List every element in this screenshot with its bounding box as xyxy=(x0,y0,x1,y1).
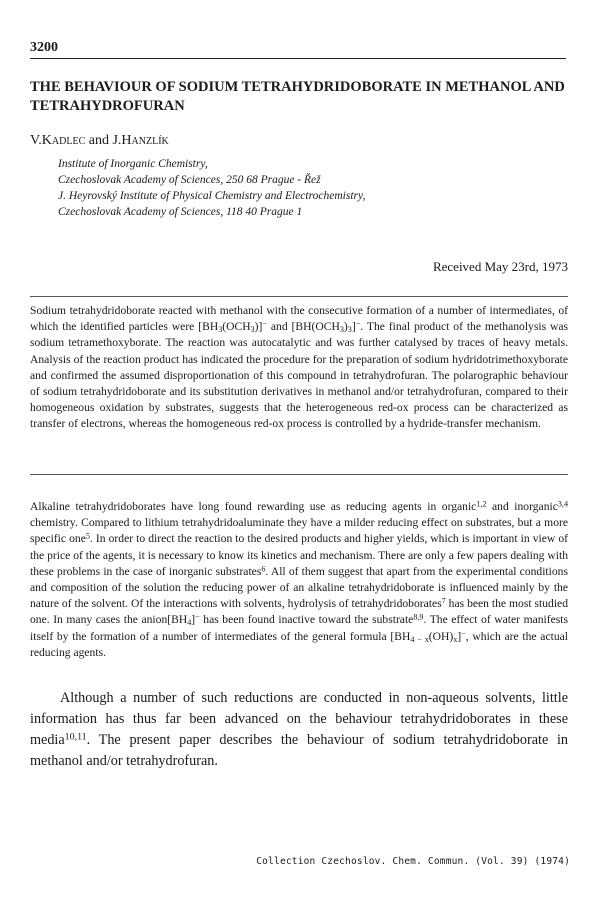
abstract: Sodium tetrahydridoborate reacted with methanol with the consecutive formation of a number of intermediates, of which the identified particles were $[BH_3(OCH_3)]^-$ and $[BH(OCH_3)_3]^-$. The final product of the methanolysis was sodium tetramethoxyborate. The reaction was autocatalytic and was further catalysed by traces of heavy metals. Analysis of the reaction product has indicated the procedure for the preparation of sodium hydridotrimethoxyborate and confirmed the assumed disproportionation of this compound in tetrahydrofuran. The polarographic behaviour of sodium tetrahydridoborate and its substitution derivatives in methanol and/or tetrahydrofuran, compared to their homogeneous oxidation by substrates, suggests that the heterogeneous red-ox process can be characterized as transfer of electrons, whereas the homogeneous red-ox process is controlled by a hydride-transfer mechanism. xyxy=(30,304,569,431)
author-conjunction: and xyxy=(85,133,113,148)
affiliation-line: Czechoslovak Academy of Sciences, 250 68 Prague - Řež xyxy=(58,174,321,186)
affiliation-line: Institute of Inorganic Chemistry, xyxy=(58,158,208,170)
authors xyxy=(30,133,169,149)
header-rule xyxy=(30,58,566,59)
abstract-bottom-rule xyxy=(30,474,568,475)
affiliations xyxy=(58,156,558,220)
body-paragraph-large: Although a number of such reductions are conducted in non-aqueous solvents, little information has thus far been advanced on the behaviour tetrahydridoborates in these media$^{10,11}$. The present paper describes the behaviour of sodium tetrahydridoborate in methanol and/or tetrahydrofuran. xyxy=(30,690,568,769)
journal-footer: Collection Czechoslov. Chem. Commun. (Vol. 39) (1974) xyxy=(256,856,570,867)
affiliation-line: J. Heyrovský Institute of Physical Chemistry and Electrochemistry, xyxy=(58,190,366,202)
author-2: J.Hanzlík xyxy=(112,133,169,148)
page-number: 3200 xyxy=(30,40,58,55)
received-date: Received May 23rd, 1973 xyxy=(432,259,568,274)
article-title: THE BEHAVIOUR OF SODIUM TETRAHYDRIDOBORATE IN METHANOL AND TETRAHYDROFURAN xyxy=(30,79,565,114)
affiliation-line: Czechoslovak Academy of Sciences, 118 40 Prague 1 xyxy=(58,206,303,218)
body-paragraph-small: Alkaline tetrahydridoborates have long found rewarding use as reducing agents in organic$^{1,2}$ and inorganic$^{3,4}$ chemistry. Compared to lithium tetrahydridoaluminate they have a milder reducing effect on substrates, but a more specific one$^5$. In order to direct the reaction to the desired products and higher yields, which is important in view of the price of the agents, it is necessary to know its kinetics and mechanism. There are only a few papers dealing with these problems in the case of inorganic substrates$^6$. All of them suggest that apart from the experimental conditions and composition of the solution the reducing power of an alkaline tetrahydridoborate is influenced mainly by the nature of the solvent. Of the interactions with solvents, hydrolysis of tetrahydridoborates$^7$ has been the most studied one. In many cases the $anion[BH_4]^-$ has been found inactive toward the substrate$^{8,9}$. The effect of water manifests itself by the formation of a number of intermediates of the general formula $[BH_{4 - x}(OH)_x]^-$, which are the actual reducing agents. xyxy=(30,499,569,659)
abstract-top-rule xyxy=(30,296,568,297)
author-1: V.Kadlec xyxy=(30,133,86,148)
